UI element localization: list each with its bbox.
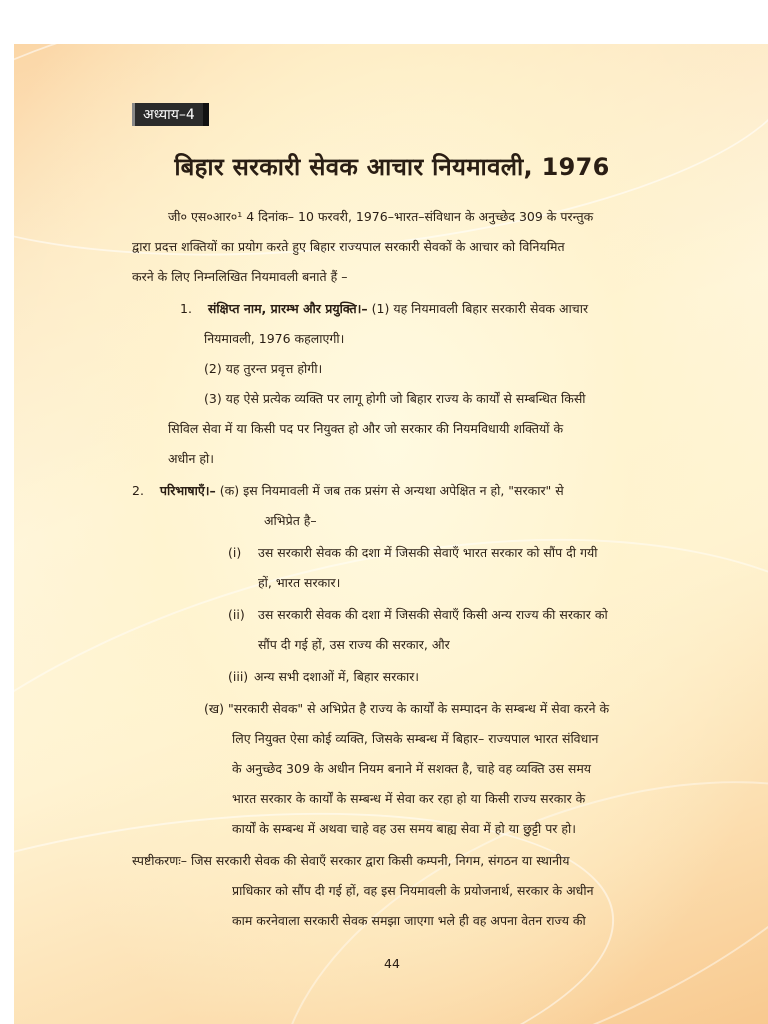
page-number: 44 <box>384 956 400 971</box>
rule-2-heading-line <box>132 482 564 500</box>
rule-number: 1. <box>180 301 192 316</box>
rule-1-heading-line <box>180 300 588 318</box>
page-title: बिहार सरकारी सेवक आचार नियमावली, 1976 <box>174 153 610 181</box>
definition-kha: (ख) "सरकारी सेवक" से अभिप्रेत है राज्य के कार्यों के सम्पादन के सम्बन्ध में सेवा करने के <box>204 701 610 716</box>
rule-text: अभिप्रेत है– <box>264 513 317 528</box>
document-page <box>14 44 768 1024</box>
rule-text: (1) यह नियमावली बिहार सरकारी सेवक आचार <box>367 301 589 316</box>
rule-subclause: अधीन हो। <box>168 451 214 466</box>
item-marker: (ii) <box>228 607 245 622</box>
intro-line: करने के लिए निम्नलिखित नियमावली बनाते हैं – <box>132 269 348 284</box>
list-item: सौंप दी गई हों, उस राज्य की सरकार, और <box>258 637 450 652</box>
rule-number: 2. <box>132 483 144 498</box>
rule-heading: संक्षिप्त नाम, प्रारम्भ और प्रयुक्ति।– <box>207 301 368 316</box>
explanation-line: प्राधिकार को सौंप दी गई हों, वह इस नियमावली के प्रयोजनार्थ, सरकार के अधीन <box>232 883 594 898</box>
chapter-label: अध्याय–4 <box>132 103 209 126</box>
rule-subclause: (2) यह तुरन्त प्रवृत्त होगी। <box>204 361 323 376</box>
item-marker: (i) <box>228 545 242 560</box>
rule-text: (क) इस नियमावली में जब तक प्रसंग से अन्यथा अपेक्षित न हो, "सरकार" से <box>215 483 564 498</box>
rule-heading: परिभाषाएँ।– <box>159 483 216 498</box>
definition-kha: लिए नियुक्त ऐसा कोई व्यक्ति, जिसके सम्बन्ध में बिहार– राज्यपाल भारत संविधान <box>232 731 599 746</box>
explanation-line: काम करनेवाला सरकारी सेवक समझा जाएगा भले ही वह अपना वेतन राज्य की <box>232 913 586 928</box>
intro-line: द्वारा प्रदत्त शक्तियों का प्रयोग करते हुए बिहार राज्यपाल सरकारी सेवकों के आचार को विनियमित <box>132 239 565 254</box>
list-item: अन्य सभी दशाओं में, बिहार सरकार। <box>254 669 420 684</box>
definition-kha: कार्यों के सम्बन्ध में अथवा चाहे वह उस समय बाह्य सेवा में हो या छुट्टी पर हो। <box>232 821 577 836</box>
rule-text: नियमावली, 1976 कहलाएगी। <box>204 331 345 346</box>
list-item: हों, भारत सरकार। <box>258 575 341 590</box>
intro-line: जी० एस०आर०¹ 4 दिनांक– 10 फरवरी, 1976–भारत–संविधान के अनुच्छेद 309 के परन्तुक <box>168 209 594 224</box>
rule-subclause: (3) यह ऐसे प्रत्येक व्यक्ति पर लागू होगी जो बिहार राज्य के कार्यों से सम्बन्धित किसी <box>204 391 586 406</box>
definition-kha: भारत सरकार के कार्यों के सम्बन्ध में सेवा कर रहा हो या किसी राज्य सरकार के <box>232 791 586 806</box>
rule-subclause: सिविल सेवा में या किसी पद पर नियुक्त हो और जो सरकार की नियमविधायी शक्तियों के <box>168 421 564 436</box>
list-item: उस सरकारी सेवक की दशा में जिसकी सेवाएँ भारत सरकार को सौंप दी गयी <box>258 545 598 560</box>
explanation-line: स्पष्टीकरणः– जिस सरकारी सेवक की सेवाएँ सरकार द्वारा किसी कम्पनी, निगम, संगठन या स्थानीय <box>132 853 570 868</box>
definition-kha: के अनुच्छेद 309 के अधीन नियम बनाने में सशक्त है, चाहे वह व्यक्ति उस समय <box>232 761 592 776</box>
list-item: उस सरकारी सेवक की दशा में जिसकी सेवाएँ किसी अन्य राज्य की सरकार को <box>258 607 608 622</box>
item-marker: (iii) <box>228 669 249 684</box>
